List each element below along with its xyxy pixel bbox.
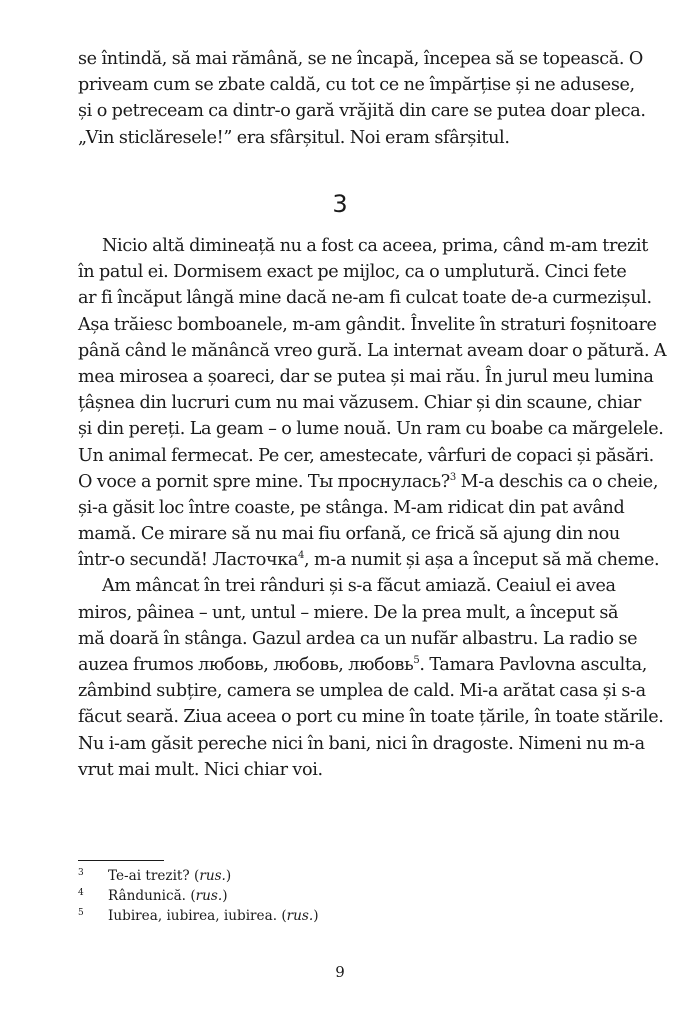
chapter-body [78, 233, 667, 783]
footnote [78, 866, 602, 886]
text-line: miros, pâinea – unt, untul – miere. De la prea mult, a început să [78, 602, 619, 623]
text-line: ar fi încăput lângă mine dacă ne-am fi culcat toate de-a curmezișul. [78, 288, 652, 309]
footnote-number: 5 [78, 908, 84, 918]
footnote-number: 3 [78, 868, 84, 878]
footnote [78, 906, 602, 926]
text-fragment: auzea frumos любовь, любовь, любовь [78, 655, 414, 675]
footnote-number: 4 [78, 888, 84, 898]
page-number: 9 [335, 963, 345, 981]
footnote-divider [78, 860, 164, 861]
footnote-ref: 4 [298, 550, 305, 562]
footnote-ref: 5 [413, 655, 420, 666]
text-fragment: O voce a pornit spre mine. Ты проснулась? [78, 471, 450, 492]
text-line: și din pereți. La geam – o lume nouă. Un ram cu boabe ca mărgelele. [78, 419, 664, 440]
text-line: priveam cum se zbate caldă, cu tot ce ne împărțise și ne adusese, [78, 75, 635, 96]
text-line: și-a găsit loc între coaste, pe stânga. M-am ridicat din pat având [78, 497, 625, 518]
footnote-body: Rândunică. [108, 888, 191, 904]
text-line: țâșnea din lucruri cum nu mai văzusem. Chiar și din scaune, chiar [78, 393, 641, 414]
text-fragment: într-o secundă! Ласточка [78, 550, 299, 571]
chapter-number: 3 [332, 190, 348, 218]
text-fragment: , m-a numit și așa a început să mă cheme. [304, 550, 660, 571]
text-line [78, 652, 647, 678]
footnotes [78, 866, 602, 926]
footnote-language: rus. [286, 908, 314, 924]
text-line: mea mirosea a șoareci, dar se putea și mai rău. În jurul meu lumina [78, 366, 654, 387]
footnote-text: Iubirea, iubirea, iubirea. (rus.) [108, 908, 319, 924]
text-line: Nicio altă dimineață nu a fost ca aceea, prima, când m-am trezit [102, 236, 648, 256]
text-line: „Vin sticlăresele!” era sfârșitul. Noi eram sfârșitul. [78, 127, 510, 148]
footnote-body: Te-ai trezit? [108, 868, 195, 884]
text-line: zâmbind subțire, camera se umplea de cald. Mi-a arătat casa și s-a [78, 681, 646, 702]
footnote-text: Rândunică. (rus.) [108, 888, 228, 904]
text-line: Nu i-am găsit pereche nici în bani, nici în dragoste. Nimeni nu m-a [78, 733, 645, 754]
text-line: mă doară în stânga. Gazul ardea ca un nufăr albastru. La radio se [78, 628, 638, 649]
footnote-body: Iubirea, iubirea, iubirea. [108, 908, 282, 924]
text-line [78, 547, 660, 573]
text-line: mamă. Ce mirare să nu mai fiu orfană, ce frică să ajung din nou [78, 524, 620, 545]
text-fragment: M-a deschis ca o cheie, [455, 471, 659, 492]
footnote-language: rus. [199, 868, 226, 884]
footnote-ref: 3 [449, 471, 456, 483]
footnote-language: rus. [195, 888, 223, 904]
text-line: și o petreceam ca dintr-o gară vrăjită din care se putea doar pleca. [78, 101, 646, 122]
text-line: Un animal fermecat. Pe cer, amestecate, vârfuri de copaci și păsări. [78, 445, 654, 466]
text-fragment: . Tamara Pavlovna asculta, [419, 655, 647, 675]
text-line: făcut seară. Ziua aceea o port cu mine în toate țările, în toate stările. [78, 707, 664, 728]
text-line: până când le mănâncă vreo gură. La internat aveam doar o pătură. A [78, 340, 667, 361]
text-line: Am mâncat în trei rânduri și s-a făcut amiază. Ceaiul ei avea [102, 576, 616, 597]
text-line: vrut mai mult. Nici chiar voi. [78, 759, 323, 780]
footnote [78, 886, 602, 906]
text-line: se întindă, să mai rămână, se ne încapă, începea să se topească. O [78, 49, 643, 69]
footnote-text: Te-ai trezit? (rus.) [108, 868, 232, 884]
text-line: în patul ei. Dormisem exact pe mijloc, ca o umplutură. Cinci fete [78, 262, 627, 283]
text-line [78, 469, 659, 495]
top-paragraph [78, 46, 646, 151]
text-line: Așa trăiesc bomboanele, m-am gândit. Învelite în straturi foșnitoare [78, 314, 657, 335]
